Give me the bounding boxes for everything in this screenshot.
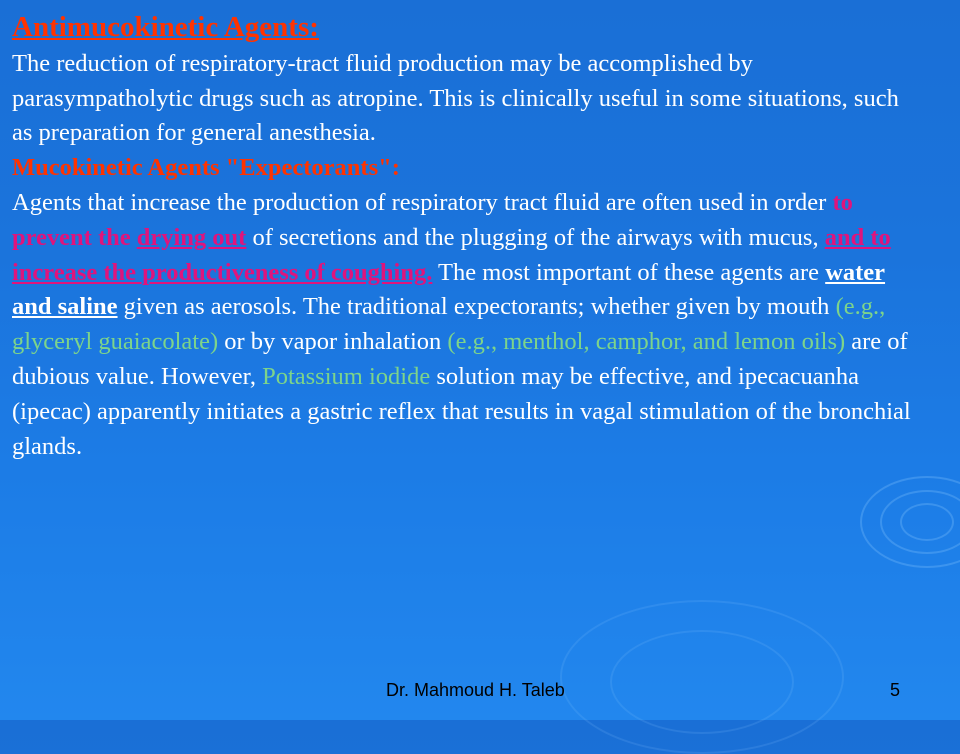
- emphasis-water-saline: water and saline: [12, 258, 886, 321]
- example-glyceryl: (e.g., glyceryl guaiacolate): [12, 293, 886, 356]
- text-segment: or by vapor inhalation: [218, 328, 448, 356]
- ripple-ring: [860, 476, 960, 568]
- text-segment: The most important of these agents are: [432, 258, 826, 286]
- highlight-coughing: and to increase the productiveness of coughing.: [12, 223, 891, 286]
- text-segment: of secretions and the plugging of the airways with mucus,: [246, 223, 825, 251]
- example-menthol: (e.g., menthol, camphor, and lemon oils): [447, 328, 846, 356]
- ripple-ring: [610, 630, 794, 734]
- paragraph-mucokinetic: [12, 186, 912, 464]
- heading-mucokinetic: Mucokinetic Agents "Expectorants":: [12, 154, 400, 182]
- slide-body: [12, 10, 912, 464]
- highlight-drying-out: drying out: [136, 223, 247, 251]
- text-segment: are of dubious value. However,: [12, 328, 908, 390]
- heading-antimucokinetic: Antimucokinetic Agents:: [12, 11, 319, 43]
- highlight-prevent: to prevent the: [12, 188, 853, 251]
- slide-number: 5: [890, 680, 901, 700]
- paragraph-antimucokinetic: The reduction of respiratory-tract fluid production may be accomplished by parasympatholytic drugs such as atropine. This is clinically useful in some situations, such as preparation for general anesthesia.: [12, 49, 899, 147]
- text-segment: Agents that increase the production of respiratory tract fluid are often used in order: [12, 188, 833, 216]
- text-segment: given as aerosols. The traditional expectorants; whether given by mouth: [117, 293, 836, 321]
- footer-author: Dr. Mahmoud H. Taleb: [386, 680, 565, 700]
- example-potassium-iodide: Potassium iodide: [262, 362, 431, 390]
- text-segment: solution may be effective, and ipecacuanha (ipecac) apparently initiates a gastric reflex that results in vagal stimulation of the bronchial glands.: [12, 362, 911, 460]
